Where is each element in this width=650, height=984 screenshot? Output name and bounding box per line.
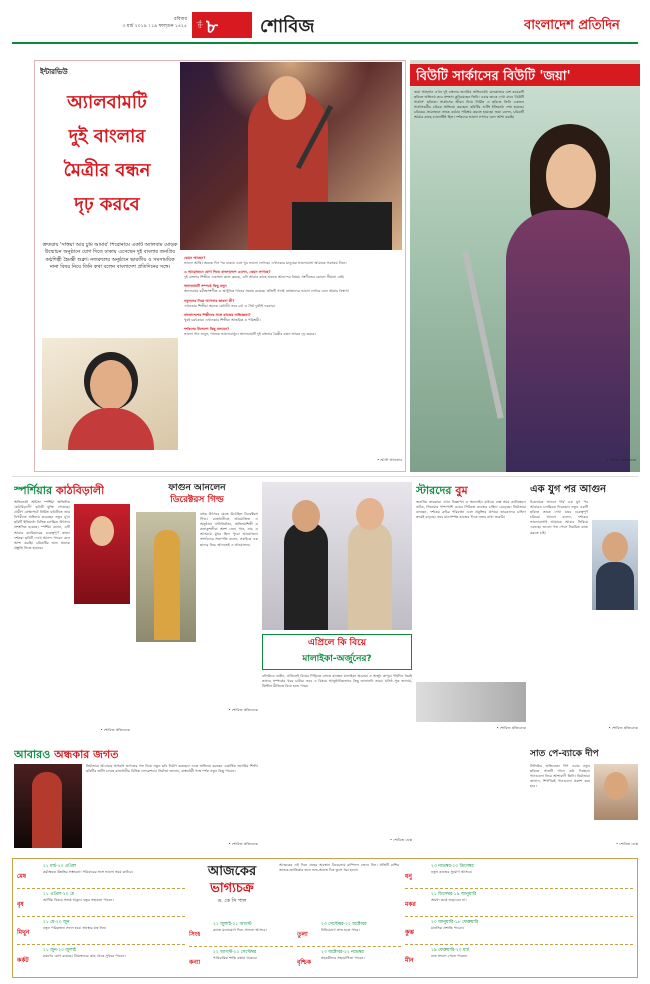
paper-name: বাংলাদেশ প্রতিদিন: [524, 18, 620, 33]
gild-photo: [136, 512, 196, 642]
sign-text: সহকর্মীদের সহযোগিতা পাবেন।: [321, 956, 365, 960]
sign-range: ২১ এপ্রিল-২০ মে: [43, 892, 75, 897]
jaya-sword: [462, 251, 503, 419]
podium: [292, 202, 392, 250]
interview-intro: শ্রুতরায় 'সত্তিয়া আর চুমি আমার' শিরোনামে একটি অ্যালবাম মোড়ক উন্মোচন অনুষ্ঠানে যোগ দিতে ঢাকায় এসেছেন দুই বাংলার জনপ্রিয় কণ্ঠশিল্পী হৈমন্তী শুক্লা। নজরুলের অনুষ্ঠানে ভারতীয় ও সমসাময়িক নানা বিষয় নিয়ে তিনি কথা বলেন বাংলাদেশ প্রতিদিনের সঙ্গে।: [42, 242, 178, 271]
sign-range: ২৩ অক্টোবর-২২ নভেম্বর: [321, 950, 364, 955]
qa-item: [184, 313, 400, 323]
sparshia-photo: [74, 504, 130, 604]
beauty-headline: বিউটি সার্কাসের বিউটি 'জয়া': [416, 69, 571, 84]
qa-answer: দুই বাংলার শিল্পীরা একসঙ্গে কাজ করছে, এটা আমার কাছে অনেক আনন্দের বিষয়। সংগীতের কোনো সীমানা নেই।: [184, 275, 345, 280]
sign-name: কর্কট: [17, 957, 29, 964]
gild-person: [154, 530, 180, 640]
qa-question: দর্শকদের উদ্দেশ্যে কিছু বলবেন?: [184, 326, 230, 331]
sign-range: ২১ জুন-২০ জুলাই: [43, 948, 77, 953]
sign-box: [297, 949, 401, 975]
sign-text: মানসিক প্রশান্তি পাবেন।: [431, 926, 465, 930]
dip-photo: [594, 764, 638, 820]
page-header: [12, 8, 638, 48]
qa-question: বাংলাদেশের শিল্পীদের সঙ্গে কাজের অভিজ্ঞতা?: [184, 312, 251, 317]
interview-kicker: ইন্টারভিউ: [40, 68, 68, 76]
singer-face: [268, 76, 306, 120]
sign-box: [17, 919, 185, 945]
sign-name: ধনু: [405, 873, 412, 880]
yuga-byline: • শোবিজ প্রতিবেদক: [608, 726, 638, 730]
dip-face: [604, 772, 628, 800]
qa-question: কেমন আছেন?: [184, 256, 206, 260]
malaika-title-a: এপ্রিলে কি বিয়ে: [307, 638, 367, 648]
horoscope-title-a: আজকের: [207, 864, 257, 879]
interview-qa: [184, 256, 400, 456]
saat-body: টালিউড অভিনেতা দীপ এবার নতুন ছবিতে সাতটি গানে কণ্ঠ দিচ্ছেন। গানগুলো নিয়ে আশাবাদী তিনি। নির্মাতারা জানান, শিগগিরই গানগুলো প্রকাশ করা হবে।: [530, 764, 590, 789]
sign-text: কর্মক্ষেত্রে উন্নতির সম্ভাবনা। পরিবারের সঙ্গে ভালো সময় কাটবে।: [43, 870, 133, 874]
qa-answer: অ্যালবামে রবীন্দ্রসংগীত ও আধুনিক গানের সমন্বয় রয়েছে। প্রতিটি গানই শ্রোতাদের ভালো লাগবে বলে আমার বিশ্বাস।: [184, 289, 350, 294]
qa-answer: ভালো গান শুনুন, গানকে ভালোবাসুন। অ্যালবামটি দুই বাংলার মৈত্রীর বন্ধন আরও দৃঢ় করবে।: [184, 332, 316, 337]
interview-article: [34, 60, 406, 472]
horoscope-intro: আজকের এই দিনে গ্রহের অবস্থান বিবেচনায় রাশিফল জেনে নিন। প্রতিটি রাশির জাতক-জাতিকার জন্য শুভ-অশুভ দিক তুলে ধরা হলো।: [279, 863, 399, 873]
sign-name: মীন: [405, 957, 414, 964]
qa-answer: খুবই চমৎকার। এখানকার শিল্পীরা আন্তরিক ও পরিশ্রমী।: [184, 317, 261, 322]
malaika-face: [356, 498, 384, 530]
sign-box: [297, 921, 401, 947]
sign-name: কুম্ভ: [405, 929, 414, 936]
jaya-face: [546, 144, 596, 208]
portrait-body: [68, 408, 154, 450]
sign-box: [17, 863, 185, 889]
sign-text: বিনিয়োগে লাভ হতে পারে।: [321, 928, 360, 932]
saat-article: [530, 746, 638, 850]
qa-answer: ভালো আছি। অনেক দিন পর ঢাকায় এসে খুব ভালো লাগছে। এখানকার মানুষের ভালোবাসা আমাকে সবসময় টানে।: [184, 261, 347, 266]
qa-item: [184, 256, 400, 266]
sign-range: ২১ ডিসেম্বর-১৯ জানুয়ারি: [431, 892, 477, 897]
andhakar-photo: [14, 764, 82, 848]
row-divider: [12, 476, 638, 477]
sign-name: তুলা: [297, 931, 308, 938]
qa-item: [184, 270, 400, 280]
gild-body: বসন্ত উৎসবে মেতে উঠেছিল ডিরেক্টরস গিল্ড। রাজধানীতে আয়োজিত এ অনুষ্ঠানে নাট্যনির্মাতা, অভিনয়শিল্পী ও কলাকুশলীরা অংশ নেন। গান, নাচ ও আড্ডায় মুখর ছিল পুরো আয়োজন। সংগঠনের সভাপতি বলেন, সবাইকে এক ছাদের নিচে আনতেই এ আয়োজন।: [200, 512, 258, 547]
sign-range: ২৩ নভেম্বর-২০ ডিসেম্বর: [431, 864, 474, 869]
kathbirali-title-a: স্পর্শিয়ার: [14, 484, 52, 497]
arjun-figure: [284, 522, 328, 630]
sign-range: ২১ মে-২০ জুন: [43, 920, 70, 925]
horoscope-title-b: ভাগ্যচক্র: [210, 881, 254, 896]
yuga-article: [530, 482, 638, 740]
sign-range: ২৩ সেপ্টেম্বর-২২ অক্টোবর: [321, 922, 367, 927]
qa-question: এ আয়োজনে যোগ দিতে বাংলাদেশে এলেন, কেমন লাগছে?: [184, 270, 271, 275]
gild-title: [136, 482, 258, 506]
saat-byline: • শোবিজ ডেস্ক: [616, 842, 638, 846]
sign-range: ২১ জুলাই-২১ আগস্ট: [213, 922, 252, 927]
sign-text: নতুন পরিকল্পনা সফল হবে। স্বাস্থ্যের যত্ন নিন।: [43, 926, 107, 930]
horoscope-title-box: [189, 863, 275, 919]
andhakar-title-b: অন্ধকার জগত: [54, 748, 119, 761]
sign-box: [17, 891, 185, 917]
sign-name: মকর: [405, 901, 416, 908]
agun-face: [602, 532, 628, 562]
page-number: ৮: [206, 16, 219, 38]
kathbirali-byline: • শোবিজ প্রতিবেদক: [100, 728, 130, 732]
malaika-title-box: [262, 634, 412, 670]
interview-byline: • আলী আফতাব: [377, 458, 402, 462]
sign-text: আর্থিক বিষয়ে সতর্ক থাকুন। বন্ধুর সহায়তা পাবেন।: [43, 898, 114, 902]
saat-title: সাত পে-ব্যাকে দীপ: [530, 749, 599, 759]
sign-name: সিংহ: [189, 931, 201, 938]
beauty-body: জয়া আহসান এখন দুই বাংলার জনপ্রিয় অভিনেত্রী। কলকাতার বেশ কয়েকটি ছবিতে অভিনয় করে প্রশংসা কুড়িয়েছেন তিনি। এবার তাকে দেখা যাবে 'বিউটি সার্কাস' ছবিতে। সার্কাসের জীবন নিয়ে নির্মিত এ ছবিতে তিনি একজন সার্কাসকর্মীর চরিত্রে অভিনয় করছেন। ছবিটির শুটিং ইতিমধ্যে শেষ হয়েছে। চরিত্রের প্রয়োজনে তাকে কঠোর পরিশ্রম করতে হয়েছে। জয়া বলেন, চরিত্রটি আমার কাছে চ্যালেঞ্জিং ছিল। দর্শকদের ভালো লাগবে বলে আশা করছি।: [414, 90, 524, 120]
portrait-face: [90, 360, 132, 410]
singer-performing-photo: [180, 62, 402, 250]
sign-text: কাজে মনোযোগ দিন। সাফল্য আসবে।: [213, 928, 267, 932]
sign-range: ২০ জানুয়ারি-১৮ ফেব্রুয়ারি: [431, 920, 479, 925]
andhakar-title: [14, 746, 118, 765]
kathbirali-title: [14, 482, 104, 501]
sign-box: [405, 891, 633, 917]
andhakar-article: [14, 746, 258, 850]
headline-line: মৈত্রীর বন্ধন: [63, 160, 151, 181]
qa-question: অ্যালবামটি সম্পর্কে কিছু বলুন: [184, 284, 227, 289]
beauty-headline-band: [410, 64, 640, 86]
headline-line: দুই বাংলার: [68, 126, 146, 147]
malaika-body: বলিউডে গুঞ্জন, এপ্রিলেই বিয়ের পিঁড়িতে বসতে যাচ্ছেন মালাইকা অরোরা ও অর্জুন কাপুর। দীর্ঘদিন ধরেই তাদের সম্পর্কের খবর চাউর। তবে এ বিষয়ে আনুষ্ঠানিকভাবে কিছু জানাননি তারা। ঘনিষ্ঠ সূত্র জানায়, খ্রিস্টান রীতিতে বিয়ে হতে পারে।: [262, 674, 412, 689]
header-rule: [12, 42, 638, 44]
sign-name: বৃশ্চিক: [297, 959, 312, 966]
stars-body: জনপ্রিয় তারকারা এখন বিজ্ঞাপন ও অনলাইন মাধ্যমে ব্যস্ত সময় কাটাচ্ছেন। নাটক, সিনেমার পাশাপাশি ওয়েব সিরিজে কাজের চাহিদা বেড়েছে। নির্মাতারা বলছেন, দর্শকের রুচির পরিবর্তন এবং প্রযুক্তির প্রসারে তারকাদের চাহিদা ক্রমেই বাড়ছে। তবে মানসম্পন্ন কাজের দিকে নজর রাখা জরুরি।: [416, 500, 526, 520]
arjun-face: [292, 500, 320, 532]
qa-question: নতুনদের নিয়ে আপনার ভাবনা কী?: [184, 298, 235, 303]
arjun-malaika-photo: [262, 482, 412, 630]
qa-item: [184, 327, 400, 337]
singer-portrait-photo: [42, 338, 178, 450]
interview-headline: [38, 86, 176, 234]
sign-name: মেষ: [17, 873, 27, 880]
date-text: ৩ মার্চ ২০১৯ । ১৯ ফাল্গুন ১৪২৫: [122, 24, 187, 29]
stars-article: [416, 482, 526, 740]
andhakar-body: নির্মাতারা আবারও অপরাধ জগতের গল্প নিয়ে নতুন ছবি নির্মাণ করছেন। এতে অভিনয় করছেন একাধিক জনপ্রিয় শিল্পী। ছবিটির শুটিং চলছে রাজধানীর বিভিন্ন লোকেশনে। নির্মাতা জানান, বাস্তবধর্মী গল্পে দর্শক নতুন কিছু পাবেন।: [86, 764, 258, 774]
qa-item: [184, 299, 400, 309]
yuga-body: চিত্রনায়ক আগুন দীর্ঘ এক যুগ পর আবারও চলচ্চিত্রে ফিরছেন। নতুন একটি ছবিতে তাকে দেখা যাবে গুরুত্বপূর্ণ চরিত্রে। আগুন বলেন, দর্শকের ভালোবাসাই আমাকে আবার ফিরিয়ে এনেছে। ভালো গল্প পেলে নিয়মিত কাজ করতে চাই।: [530, 500, 588, 535]
page-number-box: [192, 12, 252, 38]
horoscope-author: ড. কে সি পাল: [217, 898, 247, 904]
sign-name: কন্যা: [189, 959, 201, 966]
sign-text: অযথা তর্কে জড়াবেন না।: [431, 898, 467, 902]
headline-line: অ্যালবামটি: [67, 92, 147, 113]
sign-range: ২১ মার্চ-২০ এপ্রিল: [43, 864, 77, 869]
kathbirali-title-b: কাঠবিড়ালী: [55, 484, 105, 497]
sign-text: পারিবারিক শান্তি বজায় থাকবে।: [213, 956, 258, 960]
jaya-costume: [506, 210, 630, 472]
page-word: পৃষ্ঠা: [196, 20, 202, 29]
sign-name: বৃষ: [17, 901, 24, 908]
stars-title-b: বুম: [455, 484, 468, 497]
sign-box: [405, 947, 633, 973]
date-day: রবিবার: [174, 17, 187, 22]
qa-answer: এখনকার শিল্পীরা অনেক মেধাবী। তবে চর্চা ও ধৈর্য দুটোই দরকার।: [184, 303, 275, 308]
yuga-title: এক যুগ পর আগুন: [530, 484, 607, 495]
sign-box: [405, 919, 633, 945]
sign-box: [405, 863, 633, 889]
agun-body: [596, 562, 634, 610]
malaika-title-b: মালাইকা-অর্জুনের?: [302, 654, 372, 664]
malaika-byline: • শোবিজ ডেস্ক: [390, 838, 412, 842]
sign-range: ১৯ ফেব্রুয়ারি-২০ মার্চ: [431, 948, 470, 953]
andhakar-figure: [32, 772, 62, 848]
gild-title-a: ফাগুন আনলেন: [168, 483, 226, 493]
malaika-article: [262, 634, 412, 850]
andhakar-byline: • শোবিজ প্রতিবেদক: [228, 842, 258, 846]
sign-box: [17, 947, 185, 973]
sign-box: [189, 949, 293, 975]
gild-title-b: ডিরেক্টরস গিল্ড: [170, 495, 224, 505]
beauty-byline: • শোবিজ প্রতিবেদক: [606, 458, 636, 462]
beauty-article: [410, 60, 640, 472]
andhakar-title-a: আবারও: [14, 748, 51, 761]
sign-text: নতুন কাজের সুযোগ আসবে।: [431, 870, 473, 874]
sign-range: ২২ আগস্ট-২২ সেপ্টেম্বর: [213, 950, 257, 955]
sign-text: শুভ সংবাদ পেতে পারেন।: [431, 954, 468, 958]
sign-name: মিথুন: [17, 929, 30, 936]
agun-photo: [592, 520, 638, 610]
gild-byline: • শোবিজ প্রতিবেদক: [228, 708, 258, 712]
qa-item: [184, 284, 400, 294]
stars-photo: [416, 682, 526, 722]
kathbirali-article: [14, 482, 130, 740]
kathbirali-body-1: অভিনেত্রী অর্চিতা স্পর্শিয়া অভিনীত 'কাঠবিড়ালী' ছবিটি মুক্তি পেয়েছে। গ্রামীণ প্রেক্ষাপটে নির্মিত ছবিটিতে তার বিপরীতে অভিনয় করেছেন নতুন মুখ। ছবিটি ইতিমধ্যে বিভিন্ন চলচ্চিত্র উৎসবে প্রশংসিত হয়েছে। স্পর্শিয়া বলেন, এটি আমার ক্যারিয়ারের গুরুত্বপূর্ণ কাজ। দর্শকরা ছবিটি দেখে আনন্দ পাবেন বলে আশা করছি। চরিত্রটির জন্য অনেক প্রস্তুতি নিতে হয়েছে।: [14, 500, 70, 550]
gild-article: [136, 482, 258, 740]
malaika-figure: [348, 522, 392, 630]
section-title: শোবিজ: [260, 16, 315, 37]
stars-byline: • শোবিজ প্রতিবেদক: [496, 726, 526, 730]
stars-title: [416, 482, 468, 501]
sign-text: ভ্রমণের যোগ রয়েছে। প্রিয়জনের কাছ থেকে সুখবর পাবেন।: [43, 954, 126, 958]
horoscope-section: [12, 858, 638, 978]
headline-line: দৃঢ় করবে: [74, 194, 140, 215]
sign-box: [189, 921, 293, 947]
date-line: [57, 16, 187, 38]
sparshia-face: [90, 516, 114, 546]
stars-title-a: স্টারদের: [416, 484, 452, 497]
